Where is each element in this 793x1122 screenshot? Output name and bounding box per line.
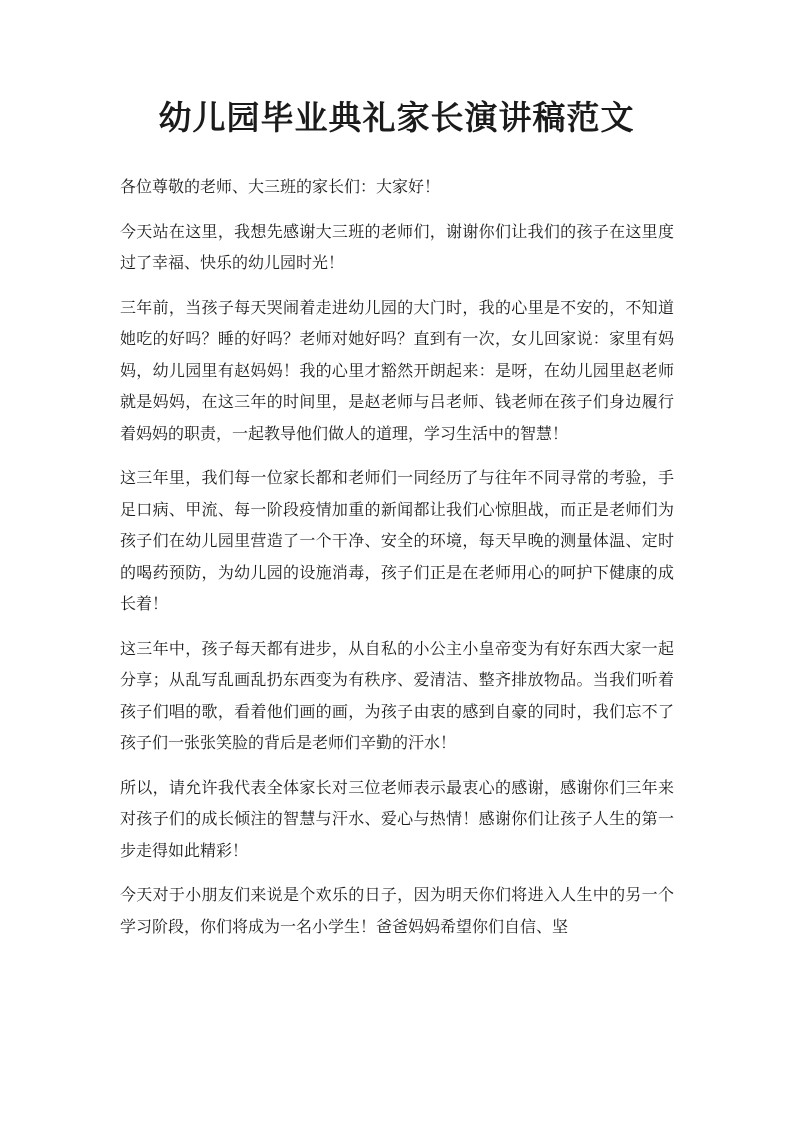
paragraph-progress: 这三年中，孩子每天都有进步，从自私的小公主小皇帝变为有好东西大家一起分享；从乱写乱画乱扔东西变为有秩序、爱清洁、整齐排放物品。当我们听着孩子们唱的歌，看着他们画的画，为孩子由衷的感到自豪的同时，我们忘不了孩子们一张张笑脸的背后是老师们辛勤的汗水！ (120, 638, 674, 752)
paragraph-thanks: 今天站在这里，我想先感谢大三班的老师们，谢谢你们让我们的孩子在这里度过了幸福、快乐的幼儿园时光！ (120, 221, 674, 272)
paragraph-future: 今天对于小朋友们来说是个欢乐的日子，因为明天你们将进入人生中的另一个学习阶段，你们将成为一名小学生！爸爸妈妈希望你们自信、坚 (120, 885, 674, 936)
paragraph-three-years-ago: 三年前，当孩子每天哭闹着走进幼儿园的大门时，我的心里是不安的，不知道她吃的好吗？睡的好吗？老师对她好吗？直到有一次，女儿回家说：家里有妈妈，幼儿园里有赵妈妈！我的心里才豁然开朗起来：是呀，在幼儿园里赵老师就是妈妈，在这三年的时间里，是赵老师与吕老师、钱老师在孩子们身边履行着妈妈的职责，一起教导他们做人的道理，学习生活中的智慧！ (120, 297, 674, 443)
paragraph-challenges: 这三年里，我们每一位家长都和老师们一同经历了与往年不同寻常的考验，手足口病、甲流、每一阶段疫情加重的新闻都让我们心惊胆战，而正是老师们为孩子们在幼儿园里营造了一个干净、安全的环境，每天早晚的测量体温、定时的喝药预防，为幼儿园的设施消毒，孩子们正是在老师用心的呵护下健康的成长着！ (120, 468, 674, 613)
paragraph-greeting: 各位尊敬的老师、大三班的家长们：大家好！ (120, 177, 441, 196)
paragraph-gratitude: 所以，请允许我代表全体家长对三位老师表示最衷心的感谢，感谢你们三年来对孩子们的成长倾注的智慧与汗水、爱心与热情！感谢你们让孩子人生的第一步走得如此精彩！ (120, 777, 674, 860)
document-title: 幼儿园毕业典礼家长演讲稿范文 (158, 98, 635, 137)
document-body (120, 171, 674, 955)
